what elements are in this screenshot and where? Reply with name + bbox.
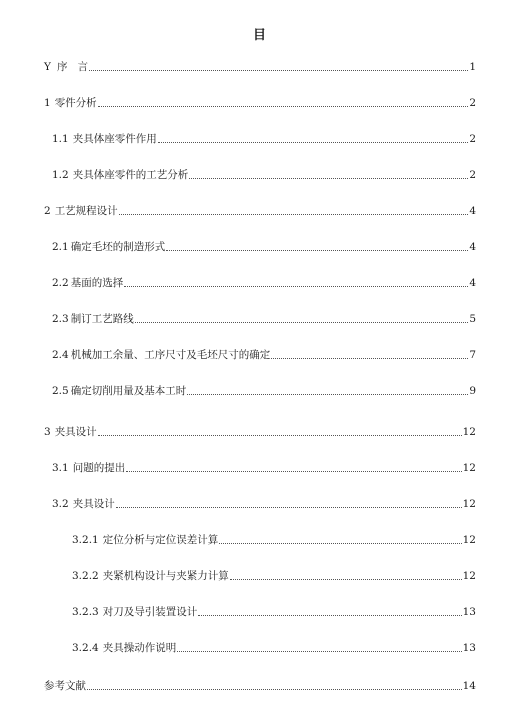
entry-label: 问题的提出: [72, 462, 126, 474]
entry-label: 夹具体座零件作用: [72, 133, 157, 145]
entry-page-number: 5: [469, 313, 476, 325]
toc-entry[interactable]: [52, 275, 476, 291]
entry-number: 3.1: [52, 462, 69, 474]
entry-number: 2.1: [52, 241, 69, 253]
entry-page-number: 14: [462, 680, 476, 692]
entry-label: 对刀及导引装置设计: [102, 606, 198, 618]
dot-leader: [177, 651, 461, 652]
entry-page-number: 2: [469, 97, 476, 109]
entry-page-number: 13: [462, 606, 476, 618]
toc-entry[interactable]: [44, 95, 476, 111]
dot-leader: [158, 142, 469, 143]
toc-entry[interactable]: [52, 311, 476, 327]
entry-number: Y: [44, 61, 51, 73]
toc-entry[interactable]: [72, 568, 476, 584]
toc-entry[interactable]: [52, 383, 476, 399]
entry-page-number: 12: [462, 534, 476, 546]
toc-entry[interactable]: [52, 167, 476, 183]
entry-label: 零件分析: [54, 97, 97, 109]
entry-number: 3: [44, 426, 51, 438]
toc-entry[interactable]: [52, 496, 476, 512]
dot-leader: [219, 543, 461, 544]
toc-entry[interactable]: [52, 347, 476, 363]
entry-number: 3.2.4: [72, 642, 99, 654]
dot-leader: [124, 286, 468, 287]
dot-leader: [198, 615, 461, 616]
dot-leader: [126, 471, 461, 472]
entry-label: 夹紧机构设计与夹紧力计算: [102, 570, 229, 582]
entry-page-number: 1: [469, 61, 476, 73]
entry-page-number: 12: [462, 462, 476, 474]
entry-page-number: 12: [462, 498, 476, 510]
entry-page-number: 12: [462, 570, 476, 582]
entry-label: 参考文献: [44, 680, 86, 692]
entry-number: 3.2.3: [72, 606, 99, 618]
dot-leader: [135, 322, 469, 323]
entry-number: 2: [44, 205, 51, 217]
entry-page-number: 13: [462, 642, 476, 654]
toc-title: 目: [252, 28, 267, 43]
dot-leader: [98, 106, 469, 107]
toc-entry[interactable]: [52, 460, 476, 476]
entry-number: 3.2.1: [72, 534, 99, 546]
entry-number: 2.5: [52, 385, 69, 397]
dot-leader: [89, 70, 468, 71]
dot-leader: [98, 435, 462, 436]
entry-number: 1.1: [52, 133, 69, 145]
dot-leader: [271, 358, 468, 359]
entry-label: 夹具操动作说明: [102, 642, 177, 654]
dot-leader: [230, 579, 462, 580]
entry-label: 确定毛坯的制造形式: [70, 241, 166, 253]
entry-page-number: 2: [469, 169, 476, 181]
entry-label: 夹具设计: [72, 498, 115, 510]
entry-page-number: 4: [469, 205, 476, 217]
toc-entry[interactable]: [44, 59, 476, 75]
entry-number: 2.2: [52, 277, 69, 289]
toc-entry[interactable]: [72, 640, 476, 656]
dot-leader: [116, 507, 462, 508]
entry-number: 3.2.2: [72, 570, 99, 582]
entry-number: 1: [44, 97, 51, 109]
dot-leader: [166, 250, 468, 251]
entry-page-number: 4: [469, 277, 476, 289]
entry-number: 3.2: [52, 498, 69, 510]
entry-page-number: 4: [469, 241, 476, 253]
toc-entry[interactable]: [44, 203, 476, 219]
entry-label: 制订工艺路线: [70, 313, 134, 325]
entry-label: 定位分析与定位误差计算: [102, 534, 219, 546]
toc-entry[interactable]: [72, 604, 476, 620]
entry-number: 2.3: [52, 313, 69, 325]
dot-leader: [119, 214, 469, 215]
entry-page-number: 7: [469, 349, 476, 361]
toc-entry[interactable]: [52, 131, 476, 147]
toc-entry[interactable]: [52, 239, 476, 255]
entry-page-number: 2: [469, 133, 476, 145]
entry-label: 夹具体座零件的工艺分析: [72, 169, 189, 181]
dot-leader: [187, 394, 468, 395]
entry-label: 序 言: [56, 61, 88, 73]
toc-entry[interactable]: [44, 424, 476, 440]
entry-label: 夹具设计: [54, 426, 97, 438]
entry-page-number: 12: [462, 426, 476, 438]
entry-number: 1.2: [52, 169, 69, 181]
dot-leader: [189, 178, 468, 179]
entry-label: 机械加工余量、工序尺寸及毛坯尺寸的确定: [70, 349, 271, 361]
toc-entry[interactable]: [44, 678, 476, 694]
entry-number: 2.4: [52, 349, 69, 361]
entry-label: 确定切削用量及基本工时: [70, 385, 187, 397]
dot-leader: [87, 689, 462, 690]
entry-label: 基面的选择: [70, 277, 124, 289]
entry-page-number: 9: [469, 385, 476, 397]
entry-label: 工艺规程设计: [54, 205, 118, 217]
toc-entry[interactable]: [72, 532, 476, 548]
